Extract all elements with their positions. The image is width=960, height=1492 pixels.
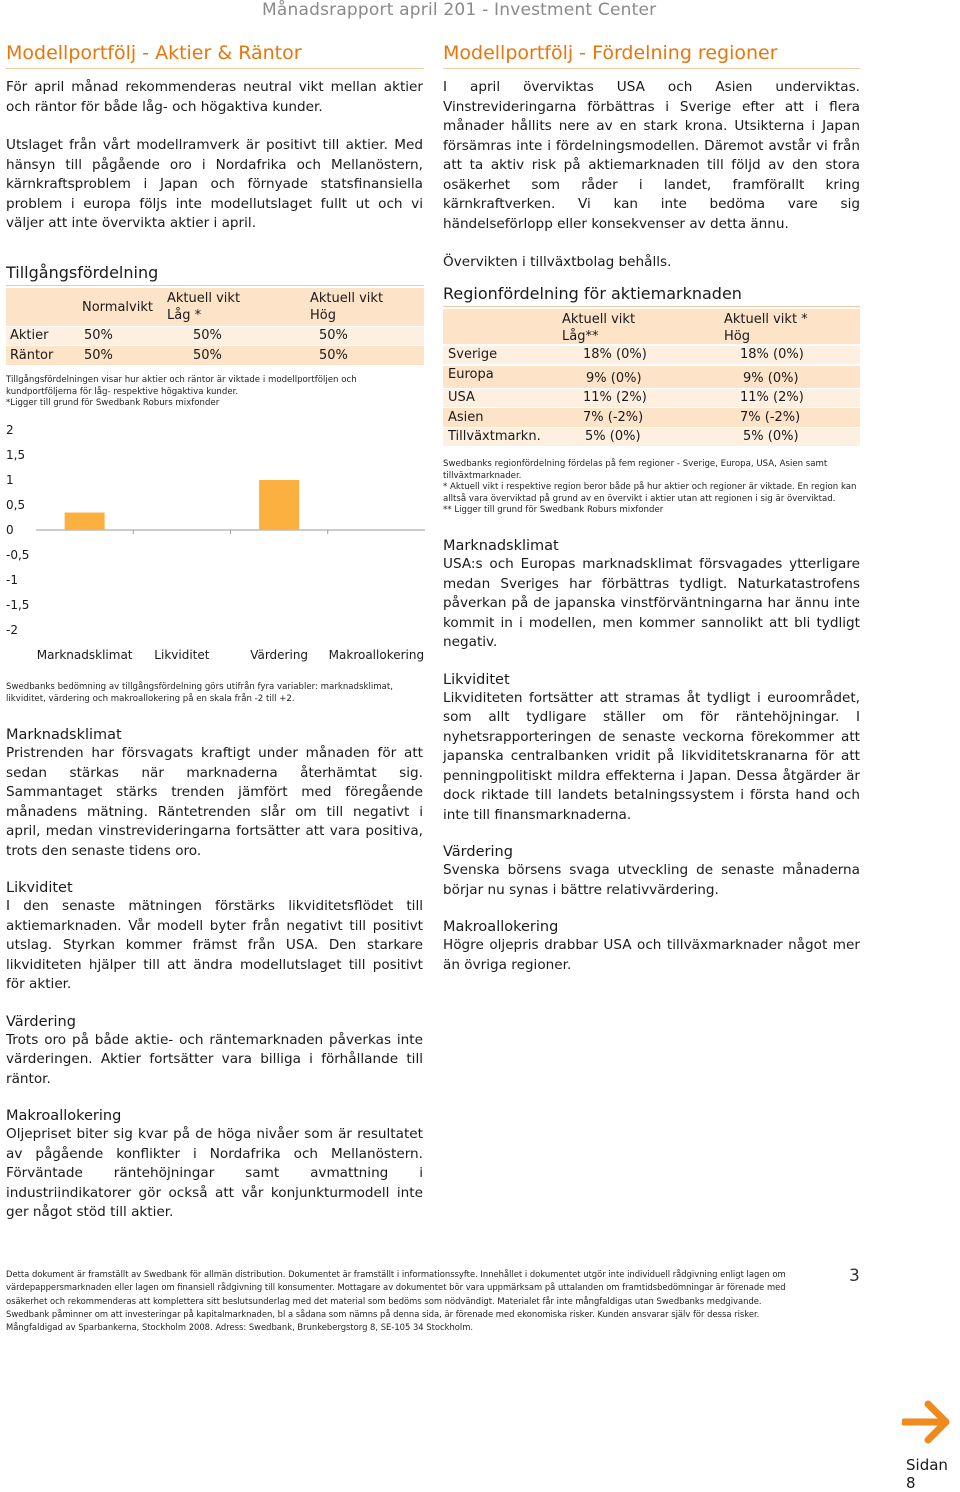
right-section-likviditet-title: Likviditet [443,671,510,688]
region-row-asien-low: 7% (-2%) [583,410,644,425]
right-section-makro-text: Högre oljepris drabbar USA och tillväxmarknader något mer än övriga regioner. [443,937,860,973]
region-header-high [724,311,808,345]
allocation-header-low-line1: Aktuell vikt [167,291,241,306]
right-section-vardering-text: Svenska börsens svaga utveckling de senaste månaderna börjar nu synas i bättre relativvärdering. [443,862,860,898]
allocation-row-aktier-name: Aktier [10,328,49,343]
allocation-header-normal: Normalvikt [82,300,153,315]
left-title-rule [6,68,424,69]
region-row-sverige-low: 18% (0%) [583,347,647,362]
allocation-header-high [310,290,383,324]
region-row-europa-low: 9% (0%) [586,371,642,386]
region-row-tillvaxt-high: 5% (0%) [743,429,799,444]
allocation-row-rantor-name: Räntor [10,348,54,363]
region-note-2: * Aktuell vikt i respektive region beror både på hur aktier och regioner är viktade. En region kan alltså vara överviktad på grund av en övervikt i aktier utan att regionen i sig är överviktad. [443,482,857,504]
region-row-asien-name: Asien [448,410,484,425]
allocation-row-rantor-high: 50% [319,348,348,363]
allocation-row-rantor-normal: 50% [84,348,113,363]
y-tick-label: -1,5 [6,598,30,612]
chart-caption: Swedbanks bedömning av tillgångsfördelning görs utifrån fyra variabler: marknadsklimat, likviditet, värdering och makroallokering på en skala från -2 till +2. [6,682,393,704]
left-intro-p1: För april månad rekommenderas neutral vikt mellan aktier och räntor för både låg- och högaktiva kunder. [6,79,423,115]
region-row-europa-high: 9% (0%) [743,371,799,386]
region-note-3: ** Ligger till grund för Swedbank Roburs mixfonder [443,505,664,516]
right-intro-p1: I april överviktas USA och Asien underviktas. Vinstrevideringarna förbättras i Sverige efter att i flera månader hållits nere av en stark krona. Utsikterna i Japan försämras inte i fördelningsmodellen. Däremot avstår vi från att ta aktiv risk på aktiemarknaden till följd av den stora osäkerhet som råder i landet, framförallt kring kärnkraftverken. Vi kan inte bedöma vare sig händelseförlopp eller konsekvenser av detta ännu. [443,79,860,232]
region-row-asien-high: 7% (-2%) [740,410,801,425]
allocation-header-high-line1: Aktuell vikt [310,291,384,306]
page-number: 3 [849,1266,860,1286]
chart-bar [65,513,105,531]
y-tick-label: 1 [6,473,14,487]
x-category-label: Makroallokering [328,648,425,662]
footer-disclaimer: Detta dokument är framställt av Swedbank för allmän distribution. Dokumentet är framställt i informationssyfte. Innehållet i dokumentet utgör inte individuell rådgivning enligt lagen om värdepappersmarknaden eller lagen om finansiell rådgivning till konsumenter. Mottagare av dokumentet bör vara uppmärksam på uttalanden om framtidsbedömningar är förenade med osäkerhet och rekommenderas att komplettera sitt beslutsunderlag med det material som bedöms som nödvändigt. Materialet får inte mångfaldigas utan Swedbanks medgivande. Swedbank påminner om att investeringar på kapitalmarknaden, bl a sådana som nämns på denna sida, är förenade med ekonomiska risker. Kunden ansvarar själv för dessa risker. Mångfaldigad av Sparbankerna, Stockholm 2008. Adress: Swedbank, Brunkebergstorg 8, SE-105 34 Stockholm. [6,1269,786,1333]
region-table-title: Regionfördelning för aktiemarknaden [443,284,742,303]
left-section-marknadsklimat-title: Marknadsklimat [6,727,122,743]
right-title-rule [443,68,860,69]
left-section-makro-title: Makroallokering [6,1108,122,1124]
right-intro [443,78,860,292]
y-tick-label: 0 [6,523,14,537]
right-sections [443,538,860,975]
left-section-makro-text: Oljepriset biter sig kvar på de höga nivåer som är resultatet av pågående konflikter i Nordafrika och Mellanöstern. Förväntade räntehöjningar samt avmattning i industriindikatorer gör också att vår konjunkturmodell inte ger något stöd till aktier. [6,1126,423,1220]
x-category-label: Likviditet [154,648,210,662]
allocation-header-low [167,290,240,324]
chart-bar [259,480,299,530]
left-section-vardering-text: Trots oro på både aktie- och räntemarknaden påverkas inte värderingen. Aktier fortsätter vara billiga i förhållande till räntor. [6,1031,423,1087]
y-tick-label: -2 [6,623,18,637]
right-section-makro-title: Makroallokering [443,919,559,935]
x-category-label: Marknadsklimat [36,648,133,662]
allocation-notes [6,375,424,410]
region-row-tillvaxt-low: 5% (0%) [585,429,641,444]
allocation-row-aktier-normal: 50% [84,328,113,343]
x-category-label: Värdering [250,648,309,662]
region-row-sverige-name: Sverige [448,347,498,362]
region-row-usa-name: USA [448,390,475,405]
allocation-table-rule [6,285,424,286]
right-section-marknadsklimat-title: Marknadsklimat [443,538,559,554]
left-intro [6,78,423,253]
region-note-1: Swedbanks regionfördelning fördelas på fem regioner - Sverige, Europa, USA, Asien samt tillväxtmarknader. [443,459,828,481]
allocation-note-1: Tillgångsfördelningen visar hur aktier och räntor är viktade i modellportföljen och kundportföljerna för låg- respektive högaktiva kunder. [6,375,357,397]
y-tick-label: 0,5 [6,498,26,512]
allocation-row-rantor-low: 50% [193,348,222,363]
y-tick-label: -1 [6,573,18,587]
left-section-likviditet-title: Likviditet [6,880,73,896]
left-section-title: Modellportfölj - Aktier & Räntor [6,42,302,64]
region-header-high-line2: Hög [724,329,750,344]
right-section-likviditet-text: Likviditeten fortsätter att stramas åt tydligt i euroområdet, som allt tydligare ställer om för räntehöjningar. I nyhetsrapporteringen de senaste veckorna förekommer att japanska centralbanken vridit på likviditetskranarna för att penningpolitiskt mildra effekterna i Japan. Dessa åtgärder är dock riktade till landets betalningssystem i första hand och inte till finansmarknaderna. [443,689,860,823]
allocation-header-high-line2: Hög [310,308,336,323]
left-sections [6,727,423,1223]
left-section-vardering-title: Värdering [6,1013,76,1030]
region-notes [443,459,861,517]
allocation-row-aktier-low: 50% [193,328,222,343]
region-header-low-line2: Låg** [562,329,599,344]
right-section-marknadsklimat-text: USA:s och Europas marknadsklimat försvagades ytterligare medan Sveriges har förbättras tydligt. Naturkatastrofens påverkan på de japanska vinstförväntningarna har ännu inte kommit in i modellen, men kommer sannolikt att bli tydligt negativ. [443,556,860,650]
region-row-usa-low: 11% (2%) [583,390,647,405]
allocation-table-title: Tillgångsfördelning [6,263,159,282]
allocation-header-low-line2: Låg * [167,308,202,323]
assessment-chart [0,418,430,668]
y-tick-label: 2 [6,423,14,437]
allocation-row-aktier-high: 50% [319,328,348,343]
region-row-sverige-high: 18% (0%) [740,347,804,362]
left-section-likviditet-text: I den senaste mätningen förstärks likviditetsflödet till aktiemarknaden. Vår modell byter från negativt till positivt utslag. Styrkan kommer främst från USA. Den starkare likviditeten hjälper till att ändra modellutslaget till positivt för aktier. [6,898,423,992]
left-intro-p2: Utslaget från vårt modellramverk är positivt till aktier. Med hänsyn till pågående oro i Nordafrika och Mellanöstern, kärnkraftsproblem i Japan och förnyade statsfinansiella problem i europa följs inte modellutslaget fullt ut och vi väljer att inte övervikta aktier i april. [6,137,423,231]
y-tick-label: 1,5 [6,448,26,462]
region-table-rule [443,306,860,307]
left-section-marknadsklimat-text: Pristrenden har försvagats kraftigt under månaden för att sedan stärkas när marknaderna återhämtat sig. Sammantaget stärks trenden jämfört med föregående månadens mätning. Räntetrenden slår om till negativt i april, medan vinstrevideringarna fortsätter att vara positiva, trots den senaste tidens oro. [6,745,423,859]
right-section-vardering-title: Värdering [443,844,513,860]
region-header-low [562,311,635,345]
arrow-right-icon [902,1400,952,1444]
region-row-europa-name: Europa [448,367,494,382]
right-section-title: Modellportfölj - Fördelning regioner [443,42,778,64]
region-header-low-line1: Aktuell vikt [562,312,636,327]
allocation-note-2: *Ligger till grund för Swedbank Roburs mixfonder [6,398,220,409]
region-header-high-line1: Aktuell vikt * [724,312,808,327]
right-intro-p2: Övervikten i tillväxtbolag behålls. [443,254,672,270]
sidan-label: Sidan 8 [906,1456,948,1492]
region-row-tillvaxt-name: Tillväxtmarkn. [448,429,541,444]
page-header: Månadsrapport april 201 - Investment Center [262,0,657,20]
region-row-usa-high: 11% (2%) [740,390,804,405]
y-tick-label: -0,5 [6,548,30,562]
